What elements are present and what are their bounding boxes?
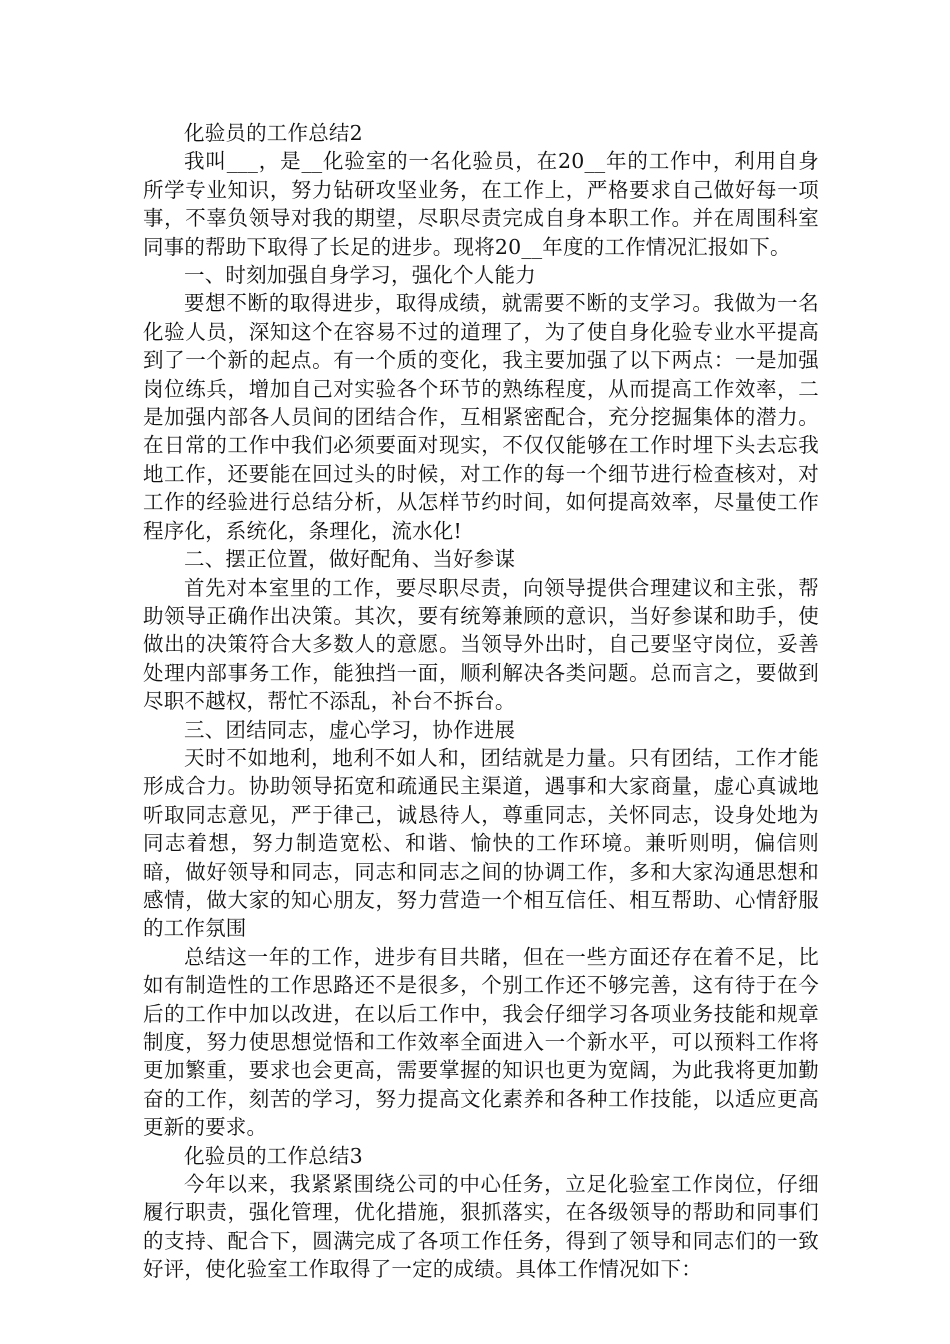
heading-2: 二、摆正位置，做好配角、当好参谋 bbox=[184, 547, 516, 572]
paragraph-summary-3-intro: 今年以来，我紧紧围绕公司的中心任务，立足化验室工作岗位，仔细履行职责，强化管理，优化措施，狠抓落实，在各级领导的帮助和同事们的支持、配合下，圆满完成了各项工作任务，得到了领导和同志们的一致好评，使化验室工作取得了一定的成绩。具体工作情况如下： bbox=[143, 1172, 819, 1282]
heading-3: 三、团结同志，虚心学习，协作进展 bbox=[184, 717, 516, 742]
section-title-summary-2: 化验员的工作总结2 bbox=[184, 121, 363, 145]
section-title-summary-3: 化验员的工作总结3 bbox=[184, 1143, 363, 1168]
paragraph-position: 首先对本室里的工作，要尽职尽责，向领导提供合理建议和主张，帮助领导正确作出决策。其次，要有统筹兼顾的意识，当好参谋和助手，使做出的决策符合大多数人的意愿。当领导外出时，自己要坚守岗位，妥善处理内部事务工作，能独挡一面，顺利解决各类问题。总而言之，要做到尽职不越权，帮忙不添乱，补台不拆台。 bbox=[143, 575, 819, 714]
paragraph-study: 要想不断的取得进步，取得成绩，就需要不断的支学习。我做为一名化验人员，深知这个在容易不过的道理了，为了使自身化验专业水平提高到了一个新的起点。有一个质的变化，我主要加强了以下两点：一是加强岗位练兵，增加自己对实验各个环节的熟练程度，从而提高工作效率，二是加强内部各人员间的团结合作，互相紧密配合，充分挖掘集体的潜力。在日常的工作中我们必须要面对现实，不仅仅能够在工作时埋下头去忘我地工作，还要能在回过头的时候，对工作的每一个细节进行检查核对，对工作的经验进行总结分析，从怎样节约时间，如何提高效率，尽量使工作程序化，系统化，条理化，流水化! bbox=[143, 291, 819, 543]
intro-paragraph: 我叫___，是__化验室的一名化验员，在20__年的工作中，利用自身所学专业知识，努力钻研攻坚业务，在工作上，严格要求自己做好每一项事，不辜负领导对我的期望，尽职尽责完成自身本职工作。并在周围科室同事的帮助下取得了长足的进步。现将20__年度的工作情况汇报如下。 bbox=[143, 149, 819, 259]
paragraph-unity: 天时不如地利，地利不如人和，团结就是力量。只有团结，工作才能形成合力。协助领导拓宽和疏通民主渠道，遇事和大家商量，虚心真诚地听取同志意见，严于律己，诚恳待人，尊重同志，关怀同志，设身处地为同志着想，努力制造宽松、和谐、愉快的工作环境。兼听则明，偏信则暗，做好领导和同志，同志和同志之间的协调工作，多和大家沟通思想和感情，做大家的知心朋友，努力营造一个相互信任、相互帮助、心情舒服的工作氛围 bbox=[143, 745, 819, 941]
paragraph-conclusion: 总结这一年的工作，进步有目共睹，但在一些方面还存在着不足，比如有制造性的工作思路还不是很多，个别工作还不够完善，这有待于在今后的工作中加以改进，在以后工作中，我会仔细学习各项业务技能和规章制度，努力使思想觉悟和工作效率全面进入一个新水平，可以预料工作将更加繁重，要求也会更高，需要掌握的知识也更为宽阔，为此我将更加勤奋的工作，刻苦的学习，努力提高文化素养和各种工作技能，以适应更高更新的要求。 bbox=[143, 944, 819, 1140]
heading-1: 一、时刻加强自身学习，强化个人能力 bbox=[184, 263, 536, 288]
document-body bbox=[143, 119, 819, 1284]
